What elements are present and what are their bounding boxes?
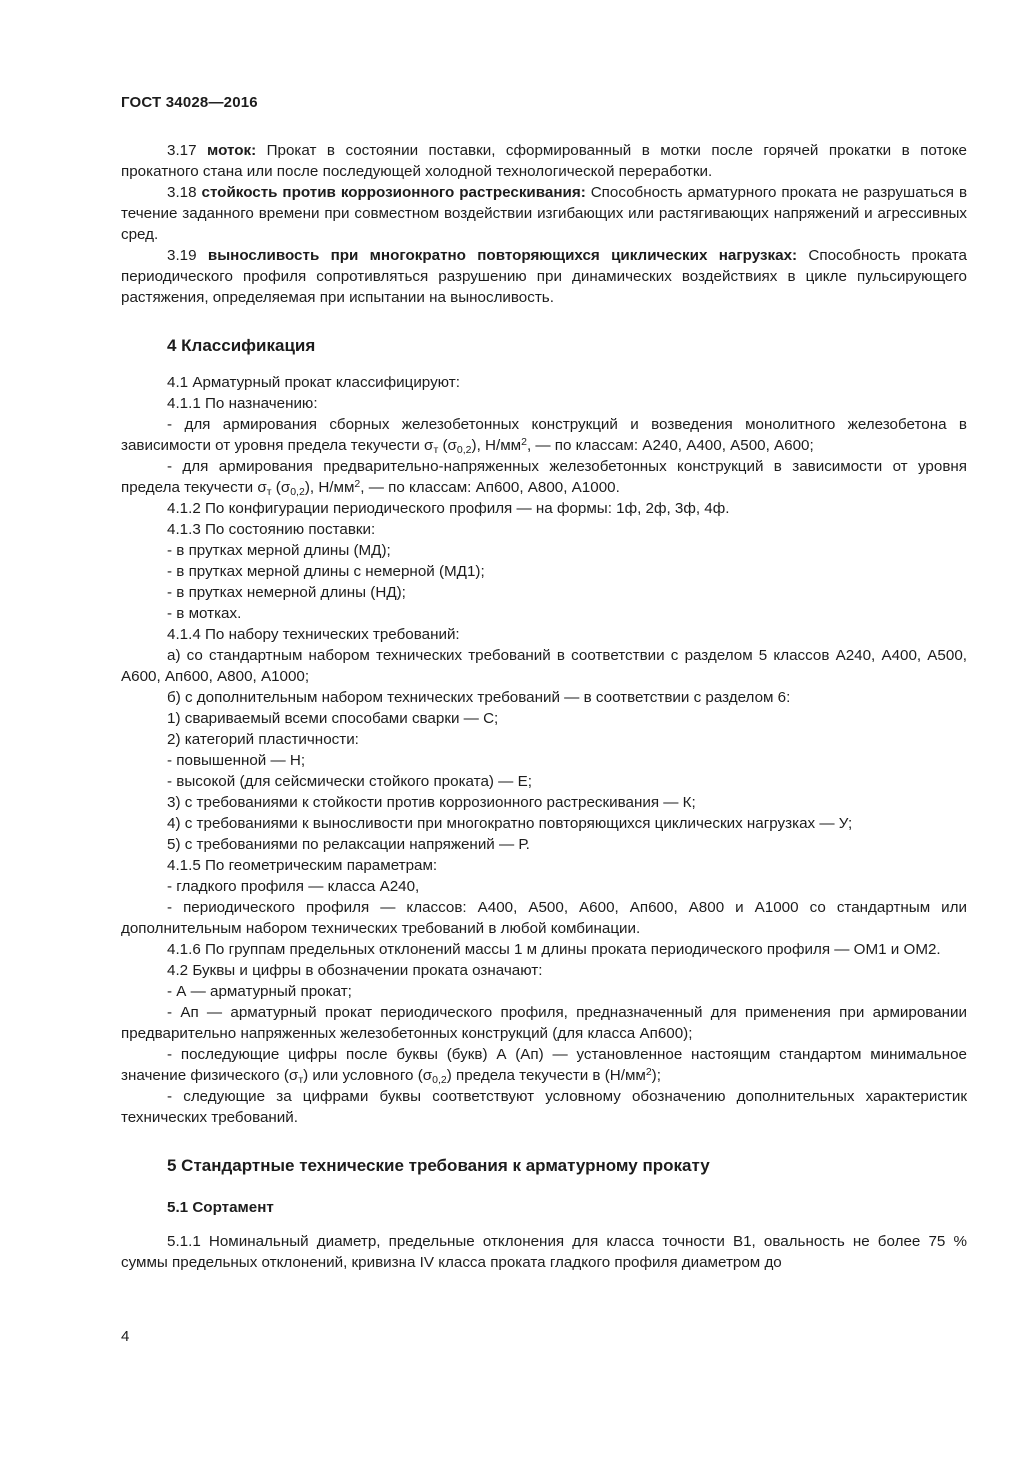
paragraph: 4.1.4 По набору технических требований: xyxy=(167,626,460,643)
paragraph: 5) с требованиями по релаксации напряжений — Р. xyxy=(167,836,530,853)
paragraph: - для армирования сборных железобетонных конструкций и возведения монолитного железобетона в зависимости от уровня предела текучести $\sigma_т$ $(\sigma_{0,2})$, $Н/мм^2$, — по классам: А240, А400, А500, А600; xyxy=(121,416,967,456)
paragraph: 4.1.2 По конфигурации периодического профиля — на формы: 1ф, 2ф, 3ф, 4ф. xyxy=(167,500,730,517)
paragraph: 3.19 выносливость при многократно повторяющихся циклических нагрузках: Способность проката периодического профиля сопротивляться разрушению при динамических воздействиях в цикле пульсирующего растяжения, определяемая при испытании на выносливость. xyxy=(121,247,967,306)
paragraph: 4) с требованиями к выносливости при многократно повторяющихся циклических нагрузках — У; xyxy=(167,815,853,832)
paragraph: 3) с требованиями к стойкости против коррозионного растрескивания — К; xyxy=(167,794,696,811)
paragraph: - в прутках немерной длины (НД); xyxy=(167,584,406,601)
paragraph: - А — арматурный прокат; xyxy=(167,983,352,1000)
paragraph: - гладкого профиля — класса А240, xyxy=(167,878,420,895)
paragraph: 1) свариваемый всеми способами сварки — С; xyxy=(167,710,499,727)
paragraph: 4.1.3 По состоянию поставки: xyxy=(167,521,376,538)
section-heading: 5.1 Сортамент xyxy=(167,1199,274,1216)
document-header: ГОСТ 34028—2016 xyxy=(121,94,258,111)
paragraph: 4.2 Буквы и цифры в обозначении проката означают: xyxy=(167,962,543,979)
paragraph: 2) категорий пластичности: xyxy=(167,731,359,748)
paragraph: 4.1.5 По геометрическим параметрам: xyxy=(167,857,438,874)
paragraph: - для армирования предварительно-напряженных железобетонных конструкций в зависимости от уровня предела текучести $\sigma_т$ $(\sigma_{0,2})$, $Н/мм^2$, — по классам: Ап600, А800, А1000. xyxy=(121,458,967,498)
paragraph: - периодического профиля — классов: А400, А500, А600, Ап600, А800 и А1000 со стандартным или дополнительным набором технических требований в любой комбинации. xyxy=(121,899,967,937)
paragraph: 3.17 моток: Прокат в состоянии поставки, сформированный в мотки после горячей прокатки в потоке прокатного стана или после последующей холодной технологической переработки. xyxy=(121,142,967,180)
paragraph: - Ап — арматурный прокат периодического профиля, предназначенный для применения при армировании предварительно напряженных железобетонных конструкций (для класса Ап600); xyxy=(121,1004,967,1042)
section-heading: 5 Стандартные технические требования к арматурному прокату xyxy=(167,1156,710,1175)
page-number: 4 xyxy=(121,1328,130,1345)
paragraph: - последующие цифры после буквы (букв) А (Ап) — установленное настоящим стандартом минимальное значение физического $(\sigma_т)$ или условного $(\sigma_{0,2})$ предела текучести в $(Н/мм^2)$; xyxy=(121,1046,967,1086)
paragraph: - следующие за цифрами буквы соответствуют условному обозначению дополнительных характеристик технических требований. xyxy=(121,1088,967,1126)
paragraph: 5.1.1 Номинальный диаметр, предельные отклонения для класса точности В1, овальность не более 75 % суммы предельных отклонений, кривизна IV класса проката гладкого профиля диаметром до xyxy=(121,1233,967,1271)
document-body xyxy=(121,140,967,1273)
paragraph: б) с дополнительным набором технических требований — в соответствии с разделом 6: xyxy=(167,689,791,706)
paragraph: а) со стандартным набором технических требований в соответствии с разделом 5 классов А240, А400, А500, А600, Ап600, А800, А1000; xyxy=(121,647,967,685)
paragraph: 4.1.1 По назначению: xyxy=(167,395,318,412)
paragraph: - высокой (для сейсмически стойкого проката) — Е; xyxy=(167,773,532,790)
paragraph: - в прутках мерной длины с немерной (МД1); xyxy=(167,563,485,580)
paragraph: 3.18 стойкость против коррозионного растрескивания: Способность арматурного проката не разрушаться в течение заданного времени при совместном воздействии изгибающих или растягивающих напряжений и агрессивных сред. xyxy=(121,184,968,243)
paragraph: 4.1.6 По группам предельных отклонений массы 1 м длины проката периодического профиля — ОМ1 и ОМ2. xyxy=(167,941,941,958)
paragraph: - в прутках мерной длины (МД); xyxy=(167,542,391,559)
paragraph: 4.1 Арматурный прокат классифицируют: xyxy=(167,374,460,391)
paragraph: - повышенной — Н; xyxy=(167,752,306,769)
paragraph: - в мотках. xyxy=(167,605,242,622)
section-heading: 4 Классификация xyxy=(167,336,316,355)
